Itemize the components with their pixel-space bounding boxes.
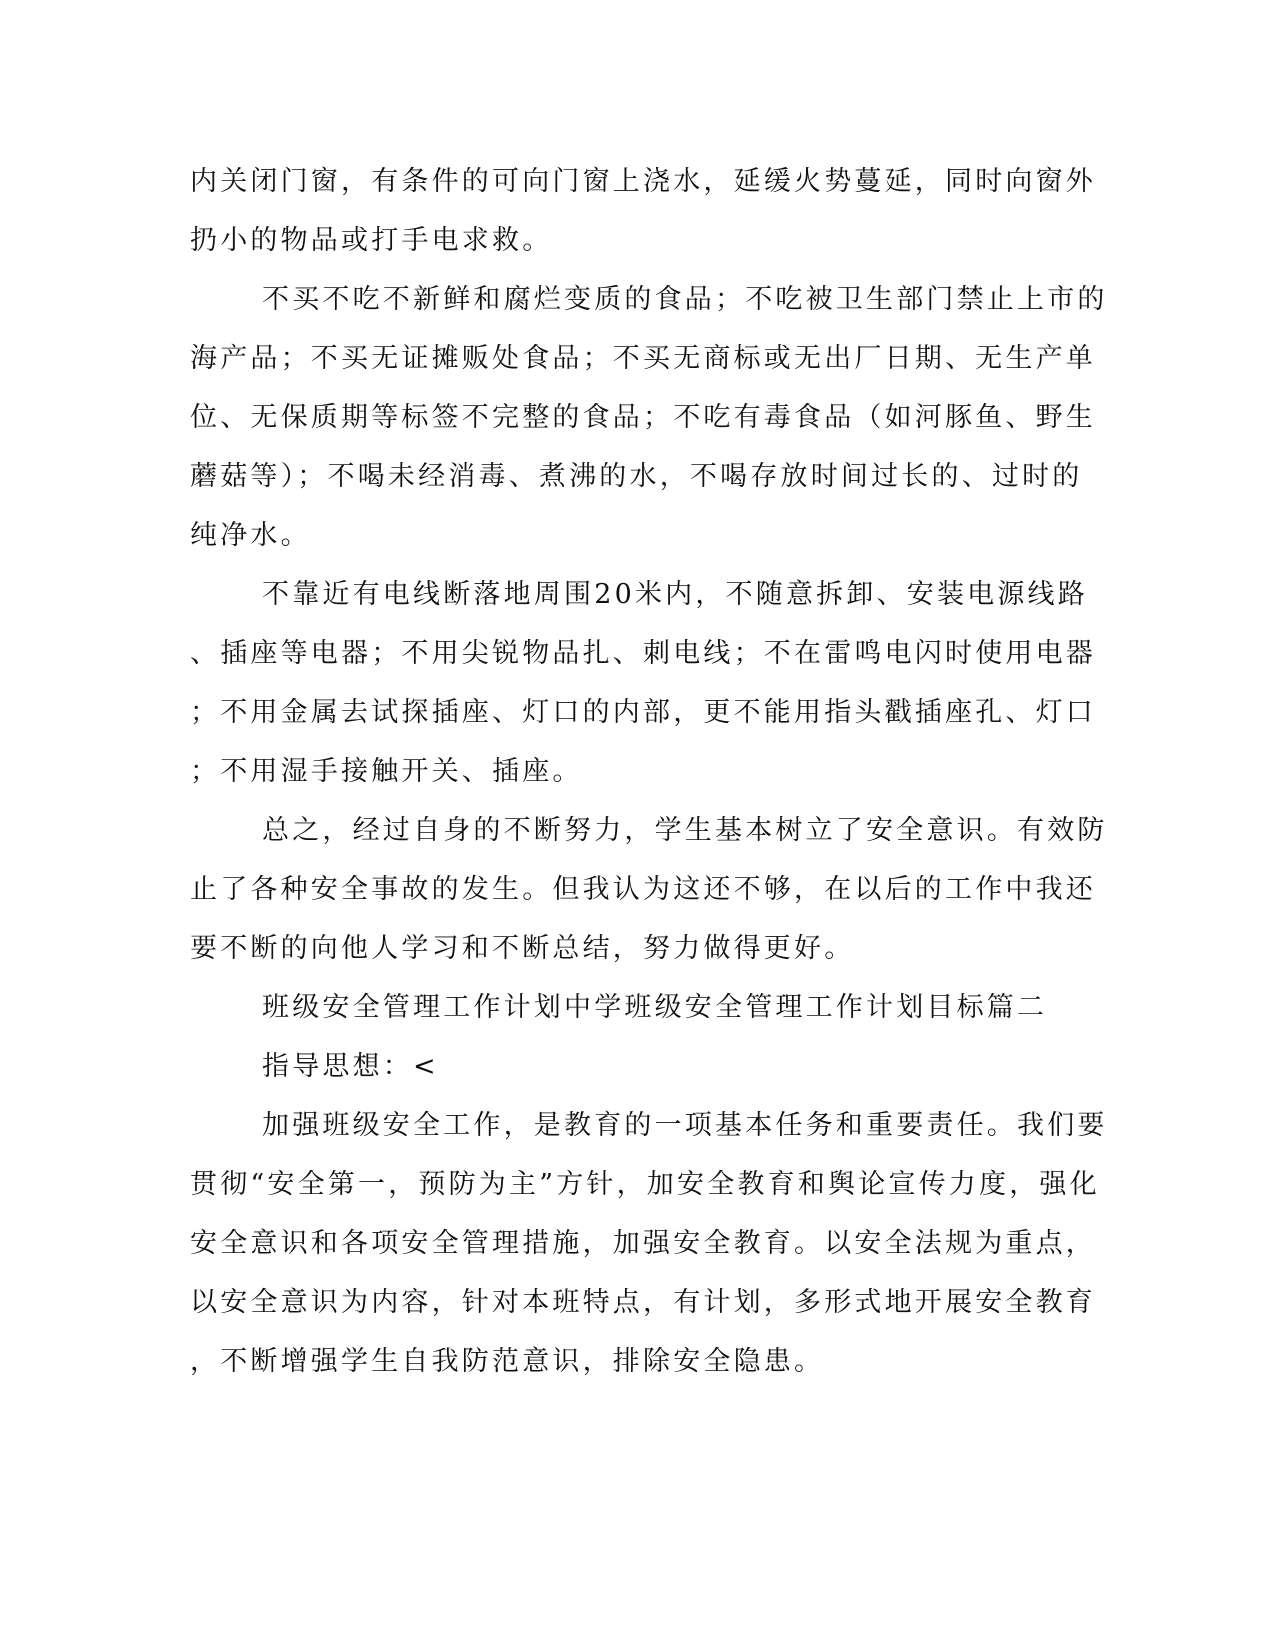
text-line: 扔小的物品或打手电求救。 (190, 225, 553, 256)
text-line: 位、无保质期等标签不完整的食品；不吃有毒食品（如河豚鱼、野生 (190, 402, 1096, 433)
text-line: 要不断的向他人学习和不断总结，努力做得更好。 (190, 933, 855, 964)
paragraph-start: 不靠近有电线断落地周围20米内，不随意拆卸、安装电源线路 (262, 579, 1088, 610)
text-line: ；不用金属去试探插座、灯口的内部，更不能用指头戳插座孔、灯口 (190, 697, 1096, 728)
text-line: 止了各种安全事故的发生。但我认为这还不够，在以后的工作中我还 (190, 874, 1096, 905)
paragraph-start: 不买不吃不新鲜和腐烂变质的食品；不吃被卫生部门禁止上市的 (262, 284, 1108, 315)
text-line: 以安全意识为内容，针对本班特点，有计划，多形式地开展安全教育 (190, 1287, 1096, 1318)
paragraph-start: 加强班级安全工作，是教育的一项基本任务和重要责任。我们要 (262, 1110, 1108, 1141)
text-line: 纯净水。 (190, 520, 311, 551)
paragraph-start: 总之，经过自身的不断努力，学生基本树立了安全意识。有效防 (262, 815, 1108, 846)
text-line: 蘑菇等）；不喝未经消毒、煮沸的水，不喝存放时间过长的、过时的 (190, 461, 1083, 492)
text-line: 安全意识和各项安全管理措施，加强安全教育。以安全法规为重点， (190, 1228, 1096, 1259)
text-line: 海产品；不买无证摊贩处食品；不买无商标或无出厂日期、无生产单 (190, 343, 1096, 374)
text-line: ；不用湿手接触开关、插座。 (190, 756, 583, 787)
text-line: ，不断增强学生自我防范意识，排除安全隐患。 (190, 1346, 825, 1377)
text-line: 、插座等电器；不用尖锐物品扎、刺电线；不在雷鸣电闪时使用电器 (190, 638, 1096, 669)
text-line: 内关闭门窗，有条件的可向门窗上浇水，延缓火势蔓延，同时向窗外 (190, 166, 1096, 197)
text-line: 贯彻“安全第一，预防为主”方针，加安全教育和舆论宣传力度，强化 (190, 1169, 1100, 1200)
section-heading: 班级安全管理工作计划中学班级安全管理工作计划目标篇二 (262, 992, 1048, 1023)
subheading: 指导思想：< (262, 1051, 439, 1082)
